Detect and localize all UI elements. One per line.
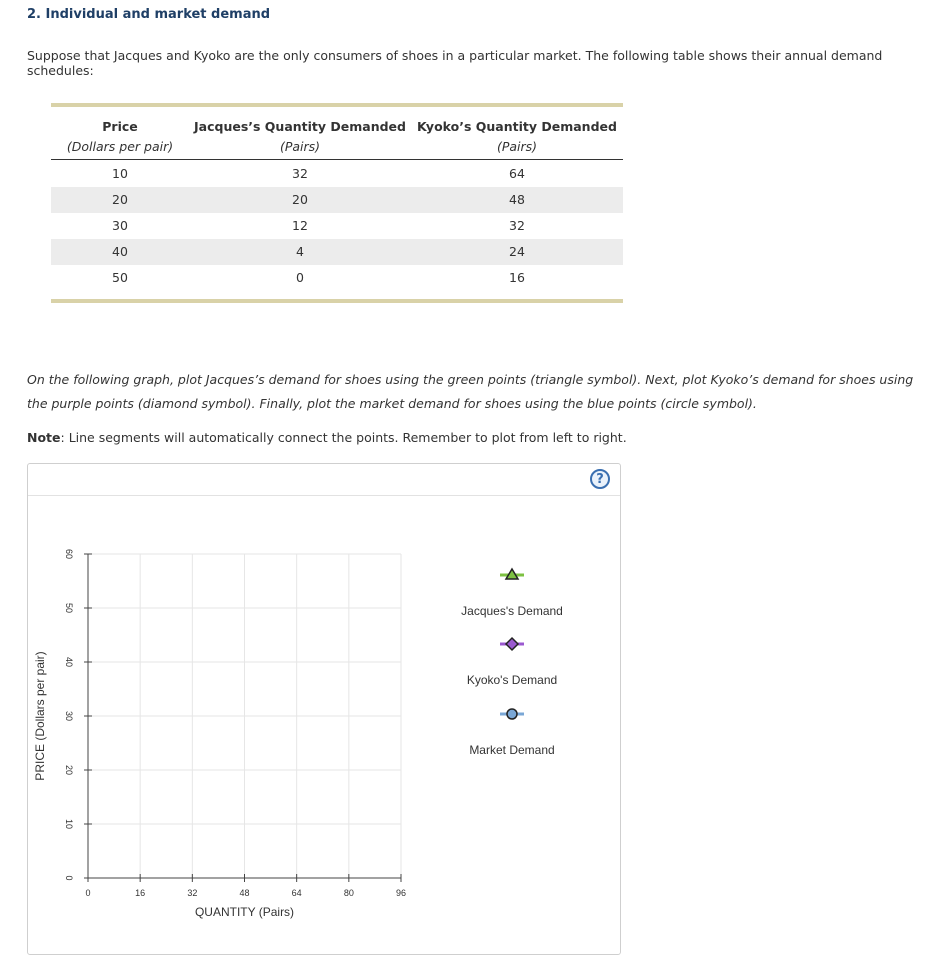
y-tick-label: 60 [64, 548, 74, 560]
y-tick-label: 50 [64, 602, 74, 614]
x-tick-label: 32 [187, 888, 198, 898]
help-icon[interactable]: ? [590, 469, 610, 489]
legend-tool-circle[interactable] [469, 709, 554, 757]
table-header [51, 107, 623, 160]
graph-panel[interactable] [27, 463, 621, 955]
y-tick-label: 10 [64, 818, 74, 830]
table-row: 10 32 64 [112, 166, 525, 181]
legend-label: Jacques's Demand [461, 604, 563, 618]
legend-tool-diamond[interactable] [467, 638, 557, 687]
instructions-text: On the following graph, plot Jacques’s demand for shoes using the green points (triangle symbol). Next, plot Kyoko’s demand for shoes using the purple points (diamond symbol). Finally, plot the market demand for shoes using the blue points (circle symbol). [27, 372, 914, 411]
table-row: 50 0 16 [112, 270, 525, 285]
table-row: 20 20 48 [51, 187, 623, 213]
note-text: Note: Line segments will automatically connect the points. Remember to plot from left to right. [27, 430, 627, 445]
x-tick-label: 80 [343, 888, 354, 898]
legend-label: Market Demand [469, 743, 555, 757]
y-tick-label: 0 [64, 875, 74, 881]
x-tick-label: 48 [239, 888, 250, 898]
y-tick-label: 20 [64, 764, 74, 776]
table-row: 30 12 32 [112, 218, 525, 233]
legend-tool-triangle[interactable] [461, 569, 563, 618]
intro-text: Suppose that Jacques and Kyoko are the only consumers of shoes in a particular market. The following table shows their annual demand schedules: [27, 48, 883, 78]
x-tick-label: 16 [135, 888, 146, 898]
header-jacques: Jacques’s Quantity Demanded (Pairs) [194, 119, 406, 154]
x-tick-label: 0 [85, 888, 91, 898]
header-price: Price (Dollars per pair) [66, 119, 174, 154]
y-tick-label: 30 [64, 710, 74, 722]
demand-table [51, 103, 623, 303]
circle-icon [507, 709, 517, 719]
legend-label: Kyoko's Demand [466, 673, 558, 687]
x-tick-label: 64 [291, 888, 302, 898]
table-row: 40 4 24 [51, 239, 623, 265]
question-heading: 2. Individual and market demand [27, 7, 271, 22]
x-tick-label: 96 [395, 888, 407, 898]
diamond-icon [506, 638, 518, 650]
y-axis-title: PRICE (Dollars per pair) [33, 651, 47, 781]
x-axis-title: QUANTITY (Pairs) [194, 905, 295, 919]
y-tick-label: 40 [64, 656, 74, 668]
demand-graph[interactable] [28, 464, 620, 954]
header-kyoko: Kyoko’s Quantity Demanded (Pairs) [417, 119, 617, 154]
